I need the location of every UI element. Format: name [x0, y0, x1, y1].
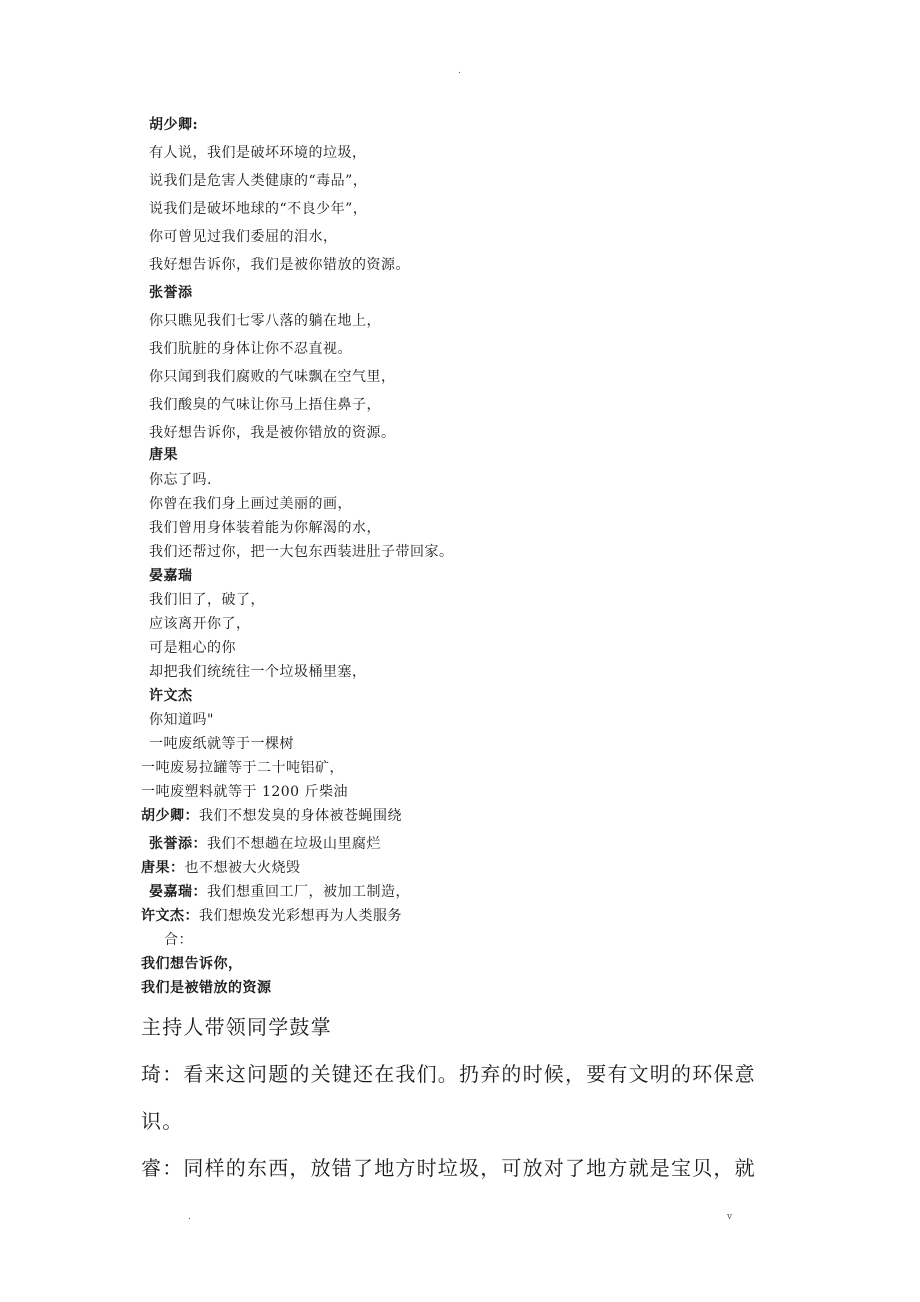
poem-line: 说我们是危害人类健康的“毒品”， — [149, 173, 368, 189]
poem-line: 你忘了吗. — [149, 472, 212, 488]
dialogue-speaker: 晏嘉瑞： — [149, 884, 207, 900]
header-mark: . — [458, 66, 461, 76]
poem-line: 你可曾见过我们委屈的泪水， — [149, 229, 338, 245]
poem-line: 我好想告诉你，我是被你错放的资源。 — [149, 425, 396, 441]
poem-line: 说我们是破坏地球的“不良少年”， — [149, 201, 368, 217]
dialogue-line — [141, 907, 402, 925]
footer-right-mark: v — [727, 1212, 733, 1222]
dialogue-text: 我们不想趟在垃圾山里腐烂 — [207, 836, 381, 852]
poem-line: 一吨废纸就等于一棵树 — [149, 736, 294, 752]
dialogue-speaker: 唐果： — [141, 860, 185, 876]
chorus-label: 合： — [164, 932, 193, 948]
poem-line: 应该离开你了， — [149, 616, 251, 632]
narration-line: 睿：同样的东西，放错了地方时垃圾，可放对了地方就是宝贝，就 — [141, 1156, 756, 1180]
poem-line: 却把我们统统往一个垃圾桶里塞， — [149, 664, 367, 680]
narration-line: 主持人带领同学鼓掌 — [141, 1015, 332, 1039]
speaker-heading: 晏嘉瑞 — [149, 568, 193, 584]
poem-line: 你只闻到我们腐败的气味飘在空气里， — [149, 369, 396, 385]
dialogue-text: 也不想被大火烧毁 — [184, 860, 301, 876]
dialogue-text: 我们不想发臭的身体被苍蝇围绕 — [199, 808, 402, 824]
speaker-heading: 张誉添 — [149, 285, 193, 301]
poem-line: 我好想告诉你，我们是被你错放的资源。 — [149, 257, 410, 273]
speaker-heading: 胡少卿: — [149, 117, 199, 133]
dialogue-line — [149, 883, 410, 901]
poem-line: 你只瞧见我们七零八落的躺在地上， — [149, 313, 381, 329]
poem-line: 一吨废易拉罐等于二十吨铝矿， — [141, 760, 344, 776]
footer-left-mark: . — [188, 1212, 191, 1222]
poem-line: 你曾在我们身上画过美丽的画， — [149, 496, 352, 512]
poem-line: 你知道吗" — [149, 712, 214, 728]
poem-line: 我们旧了，破了， — [149, 592, 265, 608]
dialogue-speaker: 许文杰： — [141, 908, 199, 924]
dialogue-speaker: 张誉添： — [149, 836, 207, 852]
dialogue-line — [149, 835, 381, 853]
speaker-heading: 许文杰 — [149, 688, 193, 704]
poem-line: 可是粗心的你 — [149, 640, 236, 656]
poem-line: 一吨废塑料就等于 1200 斤柴油 — [141, 784, 349, 800]
poem-line: 我们酸臭的气味让你马上捂住鼻子， — [149, 397, 381, 413]
chorus-line: 我们是被错放的资源 — [141, 980, 272, 996]
dialogue-text: 我们想焕发光彩想再为人类服务 — [199, 908, 402, 924]
dialogue-text: 我们想重回工厂，被加工制造， — [207, 884, 410, 900]
narration-line: 琦：看来这问题的关键还在我们。扔弃的时候，要有文明的环保意 — [141, 1062, 756, 1086]
poem-line: 我们曾用身体装着能为你解渴的水， — [149, 520, 381, 536]
poem-line: 我们肮脏的身体让你不忍直视。 — [149, 341, 352, 357]
poem-line: 有人说，我们是破坏环境的垃圾， — [149, 145, 367, 161]
dialogue-line — [141, 859, 301, 877]
dialogue-speaker: 胡少卿： — [141, 808, 199, 824]
narration-line: 识。 — [141, 1109, 184, 1133]
dialogue-line — [141, 807, 402, 825]
poem-line: 我们还帮过你，把一大包东西装进肚子带回家。 — [149, 544, 454, 560]
speaker-heading: 唐果 — [149, 447, 178, 463]
chorus-line: 我们想告诉你， — [141, 956, 243, 972]
